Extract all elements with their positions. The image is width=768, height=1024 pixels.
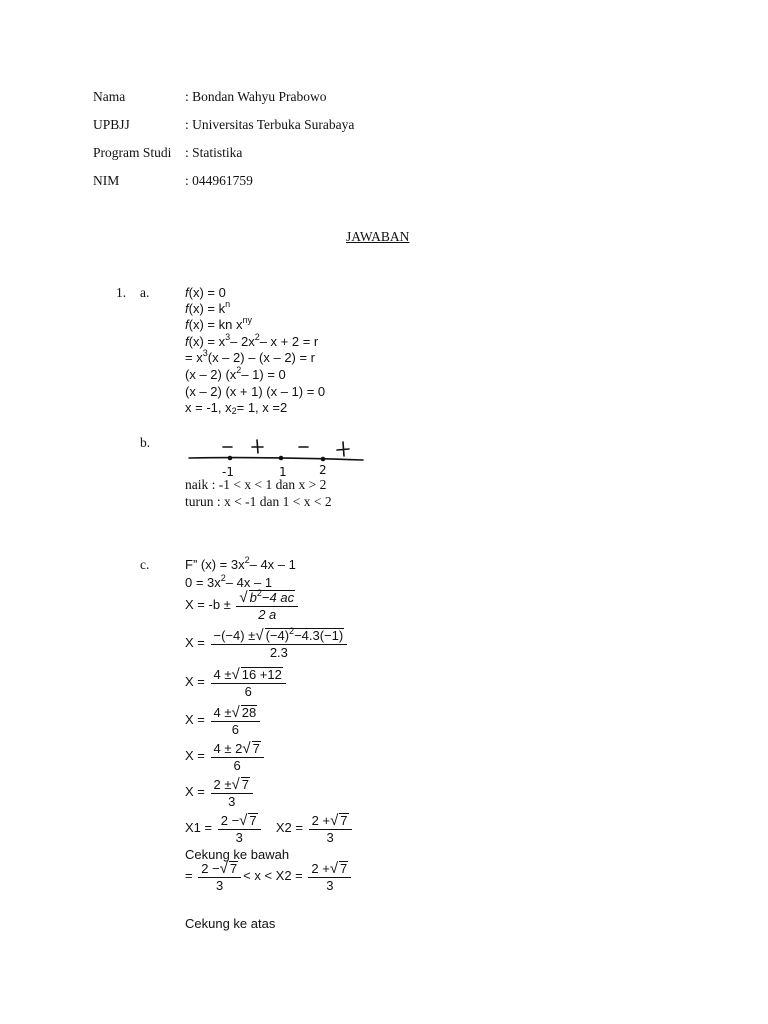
fraction: $\frac{4 \pm 2√ 7}{6}$ — [211, 741, 264, 772]
step-simplified: X = $\frac{2 \pm√ 7}{3}$ — [185, 777, 255, 808]
question-number: 1. — [116, 285, 127, 300]
sign-plus-1 — [252, 440, 263, 453]
fraction: $\frac{4 \pm√ 28}{6}$ — [211, 705, 261, 736]
step-root-28: X = $\frac{4 \pm√ 28}{6}$ — [185, 705, 262, 736]
label-nim: NIM — [93, 173, 120, 188]
roots-x1-x2: X1 = $\frac{2 -√ 7}{3}$ X2 = $\frac{2 +√ 7}{3}$ — [185, 813, 354, 844]
part-a-line-5: = $x^3(x - 2) - (x - 2) = r$ — [185, 348, 316, 365]
fraction: $\frac{-(-4) \pm√ (-4)^2-4.3(-1)}{2.3}$ — [211, 628, 348, 659]
sign-label-2: + — [257, 448, 258, 449]
page-title: JAWABAN — [346, 229, 410, 244]
quadratic-formula: X = -b ± $\frac{√ b^2-4 ac}{2 a}$ — [185, 590, 300, 621]
part-c-line-1: F” $(x) = 3x^2-$ 4x – 1 — [185, 555, 296, 572]
part-b-marker: b. — [140, 435, 151, 450]
number-line — [189, 458, 363, 460]
fraction: $\frac{4 \pm√ 16 +12}{6}$ — [211, 667, 286, 698]
point-label-1: -1 — [222, 465, 234, 479]
label-upbjj: UPBJJ — [93, 117, 130, 132]
part-c-line-2: $0 = 3x^2-$ 4x – 1 — [185, 573, 273, 590]
formula-substitution: X = $\frac{-(-4) \pm√ (-4)^2-4.3(-1)}{2.3}$ — [185, 628, 349, 659]
function-symbol: f — [185, 285, 189, 300]
fraction: $\frac{2 -√ 7}{3}$ — [198, 861, 241, 892]
part-a-marker: a. — [140, 285, 150, 300]
sign-label-4: + — [343, 448, 344, 449]
part-a-line-8: x = -1, $x_2= 1$, x =2 — [185, 400, 288, 416]
point-label-3: 2 — [319, 463, 327, 477]
part-a-line-3: f(x) = kn $x^{ny}$ — [185, 315, 252, 332]
value-program-studi: : Statistika — [185, 145, 243, 160]
sign-label-3: – — [303, 448, 304, 449]
critical-point-3 — [321, 457, 326, 462]
critical-point-1 — [228, 456, 233, 461]
label-nama: Nama — [93, 89, 126, 104]
concave-down-interval: = $\frac{2 -√ 7}{3}$ < x < X2 = $\frac{2 +√ 7}{3}$ — [185, 861, 353, 892]
cekung-ke-atas-label: Cekung ke atas — [185, 916, 276, 931]
value-nama: : Bondan Wahyu Prabowo — [185, 89, 327, 104]
part-a-line-7: (x – 2) (x + 1) (x – 1) = 0 — [185, 384, 326, 399]
sign-label-1: – — [227, 448, 228, 449]
sign-chart-number-line — [185, 436, 370, 482]
fraction: $\frac{√ b^2-4 ac}{2 a}$ — [236, 590, 298, 621]
part-a-line-4: $f(x) = x^3-$ $2x^2-$ x + 2 = r — [185, 332, 319, 349]
step-2-root-7: X = $\frac{4 \pm 2√ 7}{6}$ — [185, 741, 266, 772]
fraction: $\frac{2 +√ 7}{3}$ — [308, 861, 351, 892]
turun-interval: turun : x < -1 dan 1 < x < 2 — [185, 494, 332, 509]
value-nim: : 044961759 — [185, 173, 253, 188]
part-a-line-1: f(x) = 0 — [185, 285, 226, 300]
critical-point-2 — [279, 456, 284, 461]
sign-plus-2 — [337, 442, 349, 456]
cekung-ke-bawah-label: Cekung ke bawah — [185, 847, 290, 862]
fraction: $\frac{2 -√ 7}{3}$ — [218, 813, 261, 844]
step-16-plus-12: X = $\frac{4 \pm√ 16 +12}{6}$ — [185, 667, 288, 698]
point-label-2: 1 — [279, 465, 287, 479]
value-upbjj: : Universitas Terbuka Surabaya — [185, 117, 355, 132]
label-program-studi: Program Studi — [93, 145, 172, 160]
fraction: $\frac{2 \pm√ 7}{3}$ — [211, 777, 253, 808]
part-a-line-2: $f(x) = k^n$ — [185, 299, 231, 316]
part-c-marker: c. — [140, 557, 150, 572]
naik-interval: naik : -1 < x < 1 dan x > 2 — [185, 477, 327, 492]
fraction: $\frac{2 +√ 7}{3}$ — [309, 813, 352, 844]
part-a-line-6: (x – 2) ($x^2-$ 1) = 0 — [185, 365, 286, 382]
